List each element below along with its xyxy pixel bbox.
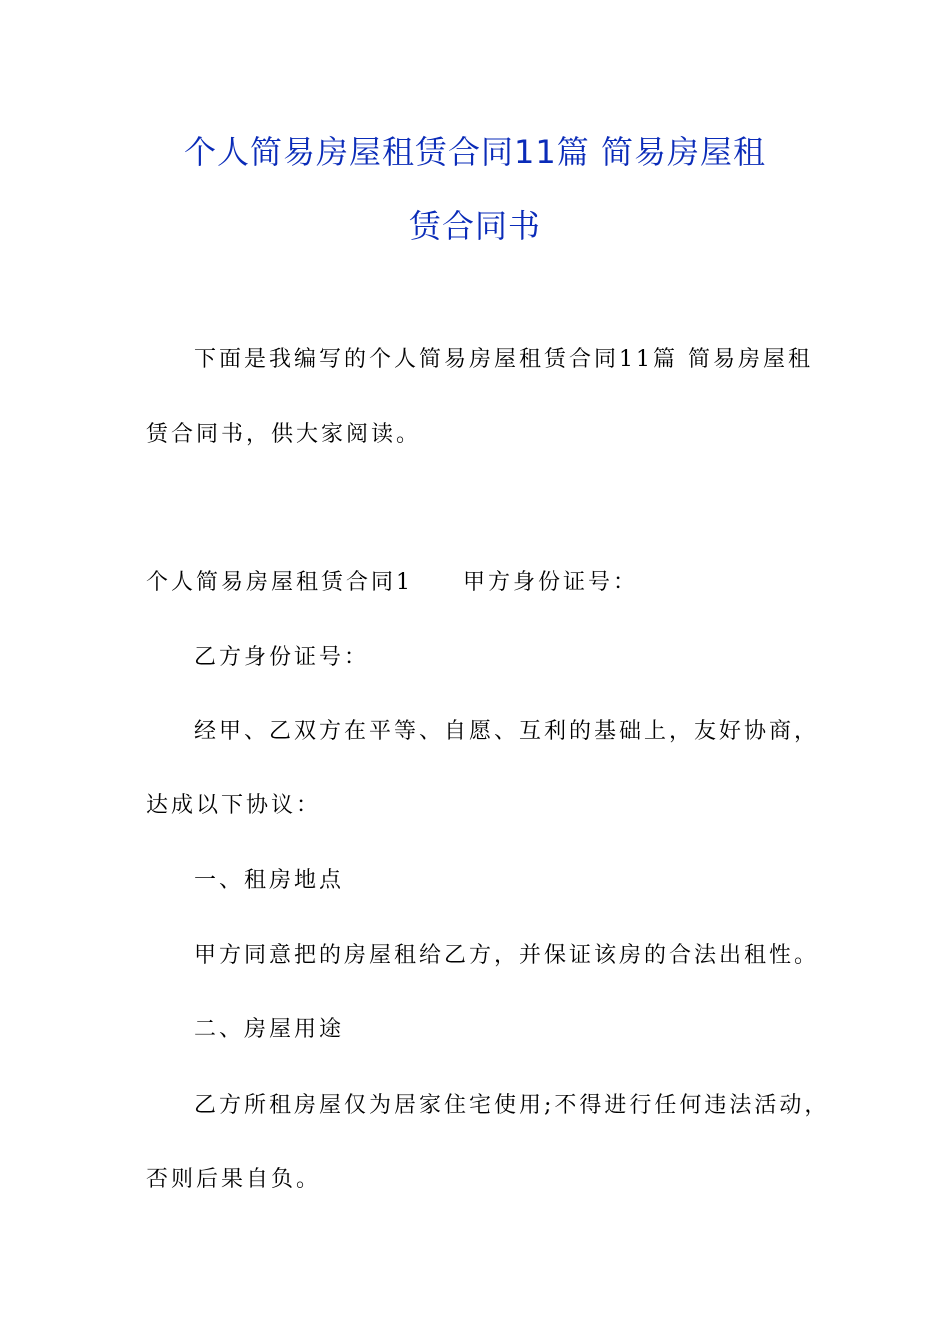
section-heading: 个人简易房屋租赁合同1 [146,570,413,595]
intro-line-2: 赁合同书，供大家阅读。 [146,422,422,447]
document-title-line-1: 个人简易房屋租赁合同11篇 简易房屋租 [184,133,766,171]
clause-1-text: 甲方同意把的房屋租给乙方，并保证该房的合法出租性。 [194,943,820,968]
agreement-line-2: 达成以下协议： [146,793,322,818]
document-title-line-2: 赁合同书 [408,207,541,245]
intro-line-1: 下面是我编写的个人简易房屋租赁合同11篇 简易房屋租 [194,347,813,372]
party-b-id-label: 乙方身份证号： [194,645,370,670]
section-heading-row [146,568,638,598]
clause-1-title: 一、租房地点 [194,868,345,893]
agreement-line-1: 经甲、乙双方在平等、自愿、互利的基础上，友好协商， [194,719,820,744]
clause-2-title: 二、房屋用途 [194,1017,345,1042]
clause-2-text-line-2: 否则后果自负。 [146,1167,322,1192]
party-a-id-label: 甲方身份证号： [463,570,639,595]
clause-2-text-line-1: 乙方所租房屋仅为居家住宅使用;不得进行任何违法活动， [194,1093,830,1118]
